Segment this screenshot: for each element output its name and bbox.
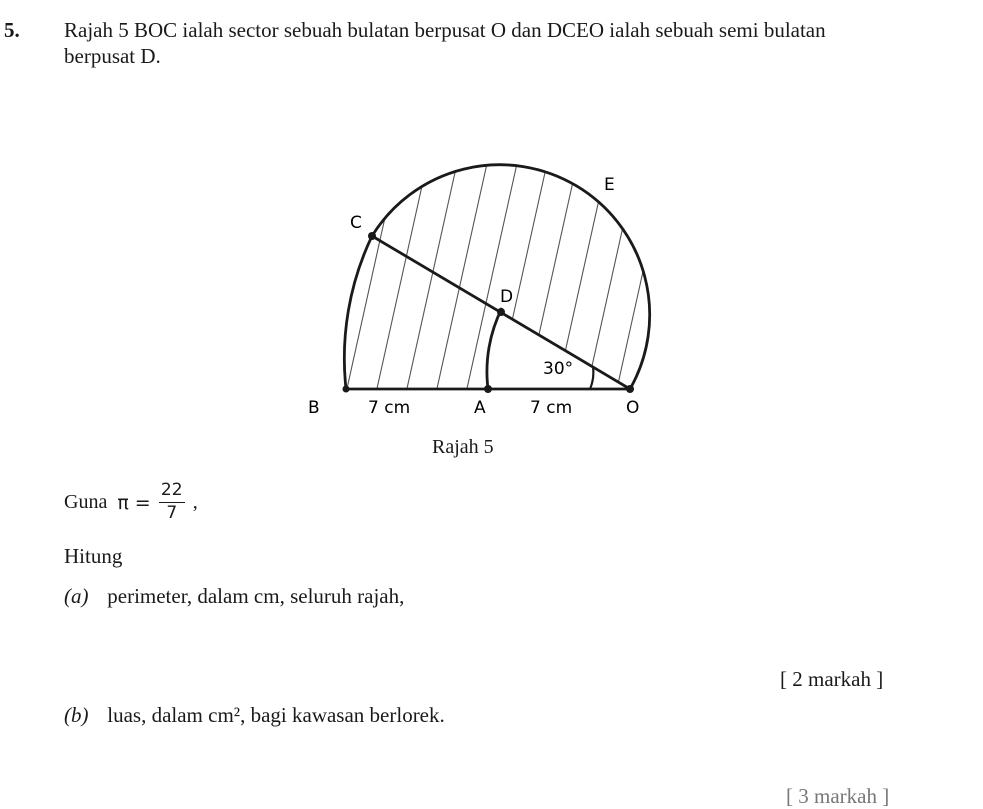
part-b — [64, 703, 445, 728]
semicircle-arc-CEO — [372, 165, 650, 389]
angle-arc — [590, 367, 593, 389]
label-E: E — [604, 175, 615, 195]
question-number: 5. — [4, 18, 20, 42]
part-a-text: perimeter, dalam cm, seluruh rajah, — [107, 584, 405, 608]
arc-BC — [344, 236, 372, 389]
label-length-AO: 7 cm — [530, 398, 573, 418]
guna-text: Guna — [64, 491, 108, 514]
label-A: A — [474, 398, 486, 418]
point-D — [497, 308, 505, 316]
figure-caption: Rajah 5 — [432, 436, 494, 458]
arc-AD — [487, 308, 502, 389]
point-A — [484, 385, 492, 393]
guna-pi-line — [64, 482, 198, 523]
pi-fraction — [159, 482, 185, 523]
part-b-text: luas, dalam cm², bagi kawasan berlorek. — [107, 703, 445, 727]
point-C — [368, 232, 376, 240]
point-B — [343, 386, 350, 393]
part-a-markah: [ 2 markah ] — [780, 667, 884, 691]
point-O — [626, 385, 634, 393]
pi-symbol: π = — [117, 491, 151, 514]
question-text-line2: berpusat D. — [64, 44, 161, 68]
label-D: D — [500, 287, 514, 307]
pi-numerator: 22 — [160, 480, 183, 500]
label-angle: 30° — [543, 359, 574, 379]
label-O: O — [626, 398, 640, 418]
label-length-BA: 7 cm — [368, 398, 411, 418]
label-C: C — [350, 213, 362, 233]
part-a-label: (a) — [64, 584, 89, 608]
label-B: B — [308, 398, 320, 418]
part-a — [64, 584, 404, 609]
guna-comma: , — [192, 491, 198, 514]
part-b-label: (b) — [64, 703, 89, 727]
hitung-heading: Hitung — [64, 544, 123, 568]
part-b-markah: [ 3 markah ] — [786, 784, 890, 808]
question-text-line1: Rajah 5 BOC ialah sector sebuah bulatan berpusat O dan DCEO ialah sebuah semi bulatan — [64, 18, 826, 42]
pi-denominator: 7 — [166, 503, 178, 524]
